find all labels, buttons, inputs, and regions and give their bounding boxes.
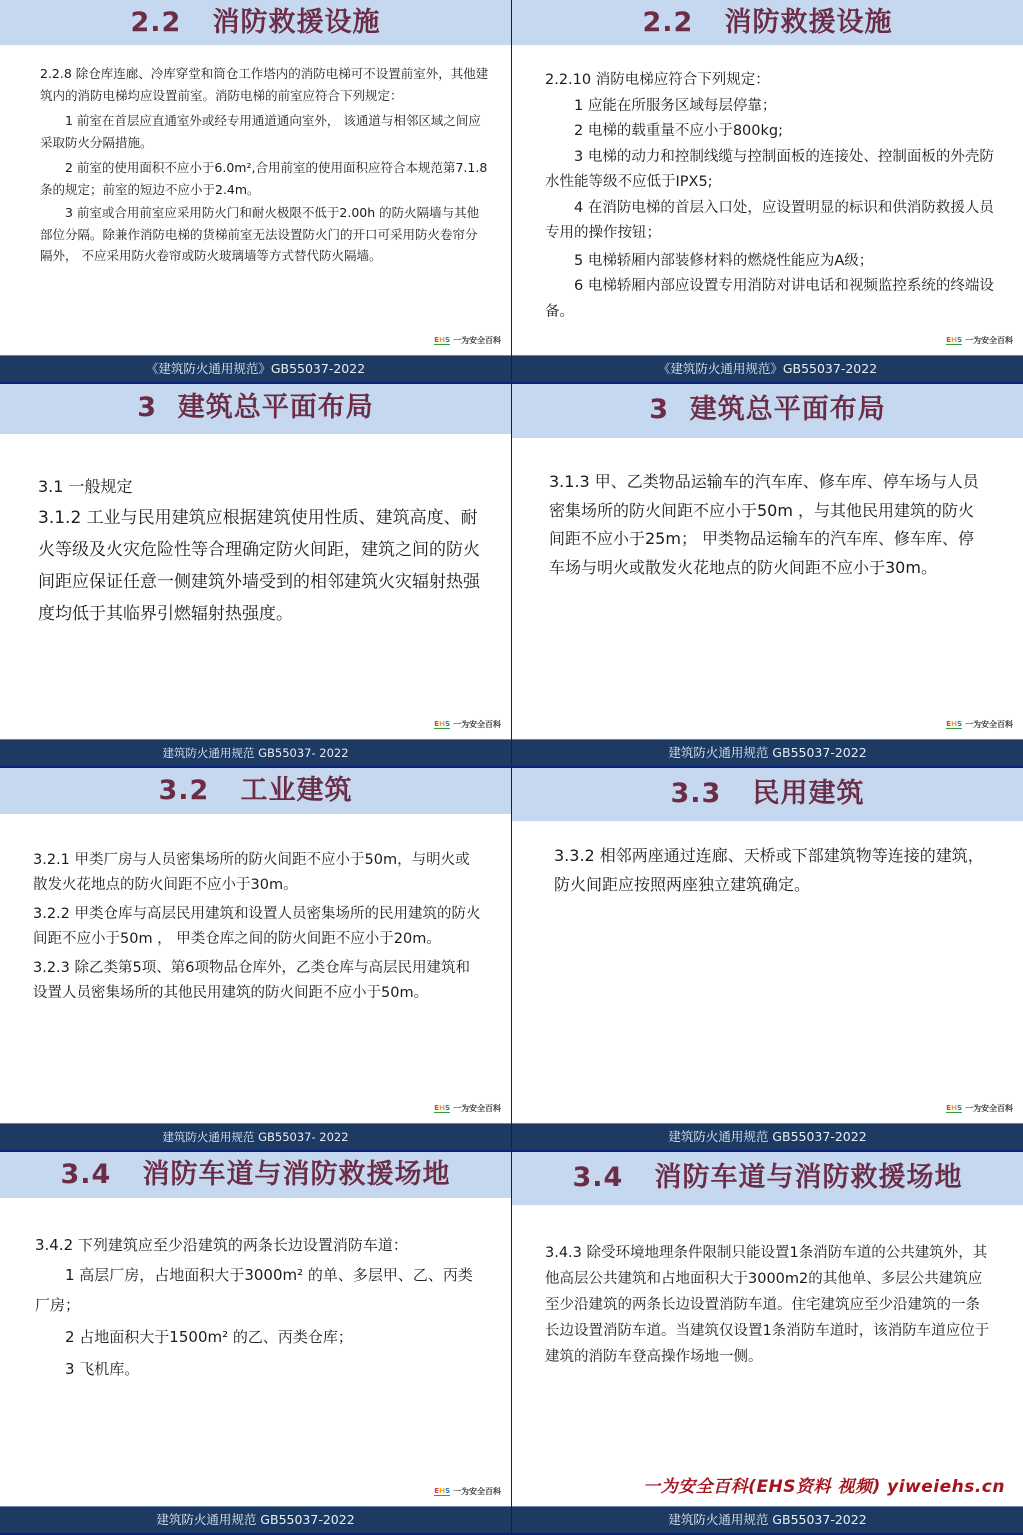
ehs-watermark [434,335,501,346]
footer-bar: 建筑防火通用规范 GB55037-2022 [512,1123,1023,1152]
clause-3-2-3: 3.2.3 除乙类第5项、第6项物品仓库外，乙类仓库与高层民用建筑和设置人员密集场所的其他民用建筑的防火间距不应小于50m。 [33,960,470,1001]
slide-body [35,1230,483,1384]
section-3-1-heading: 3.1 一般规定 [38,477,133,496]
slide-title: 3.4 消防车道与消防救援场地 [0,1152,511,1198]
ehs-logo-icon: E H S [434,336,450,344]
clause-3-3-2: 3.3.2 相邻两座通过连廊、天桥或下部建筑物等连接的建筑，防火间距应按照两座独立建筑确定。 [554,846,984,894]
site-banner: 一为安全百科(EHS资料 视频) yiweiehs.cn [643,1477,1005,1497]
slide-3-4-2 [0,1152,511,1535]
slide-2-2-8 [0,0,511,384]
clause-3-1-3: 3.1.3 甲、乙类物品运输车的汽车库、修车库、停车场与人员密集场所的防火间距不应小于50m ，与其他民用建筑的防火间距不应小于25m； 甲类物品运输车的汽车库、修车库、停车场与明火或散发火花地点的防火间距不应小于30m。 [549,472,979,577]
clause-item-4: 4 在消防电梯的首层入口处，应设置明显的标识和供消防救援人员专用的操作按钮； [545,199,994,241]
ehs-watermark [434,1486,501,1497]
footer-bar: 《建筑防火通用规范》GB55037-2022 [0,355,511,384]
ehs-logo-icon: E H S [434,1487,450,1495]
clause-3-4-3: 3.4.3 除受环境地理条件限制只能设置1条消防车道的公共建筑外，其他高层公共建筑和占地面积大于3000m2的其他单、多层公共建筑应至少沿建筑的两条长边设置消防车道。住宅建筑应至少沿建筑的一条长边设置消防车道。当建筑仅设置1条消防车道时，该消防车道应位于建筑的消防车登高操作场地一侧。 [545,1245,990,1365]
clause-3-4-2: 3.4.2 下列建筑应至少沿建筑的两条长边设置消防车道： [35,1236,408,1254]
watermark-text: 一为安全百科 [453,336,501,345]
slide-title: 3.4 消防车道与消防救援场地 [512,1152,1023,1205]
slide-title: 3 建筑总平面布局 [512,384,1023,438]
watermark-text: 一为安全百科 [965,720,1013,729]
slide-body [38,473,481,630]
watermark-text: 一为安全百科 [453,1487,501,1496]
clause-item-2: 2 电梯的载重量不应小于800kg; [574,123,783,139]
clause-item-3: 3 电梯的动力和控制线缆与控制面板的连接处、控制面板的外壳防水性能等级不应低于IPX5; [545,148,994,190]
clause-2-2-8: 2.2.8 除仓库连廊、冷库穿堂和筒仓工作塔内的消防电梯可不设置前室外，其他建筑内的消防电梯均应设置前室。消防电梯的前室应符合下列规定： [40,66,489,103]
clause-3-1-2: 3.1.2 工业与民用建筑应根据建筑使用性质、建筑高度、耐火等级及火灾危险性等合理确定防火间距，建筑之间的防火间距应保证任意一侧建筑外墙受到的相邻建筑火灾辐射热强度均低于其临界引燃辐射热强度。 [38,507,480,624]
footer-bar: 建筑防火通用规范 GB55037-2022 [512,1506,1023,1535]
ehs-watermark [434,1103,501,1114]
footer-bar: 建筑防火通用规范 GB55037- 2022 [0,1123,511,1152]
slide-3-3 [512,768,1023,1152]
slide-3-1-2 [0,384,511,768]
footer-bar: 建筑防火通用规范 GB55037-2022 [0,1506,511,1535]
clause-item-6: 6 电梯轿厢内部应设置专用消防对讲电话和视频监控系统的终端设备。 [545,278,994,320]
watermark-text: 一为安全百科 [453,720,501,729]
ehs-logo-icon: E H S [946,720,962,728]
clause-3-2-2: 3.2.2 甲类仓库与高层民用建筑和设置人员密集场所的民用建筑的防火间距不应小于50m ， 甲类仓库之间的防火间距不应小于20m。 [33,906,481,947]
watermark-text: 一为安全百科 [965,336,1013,345]
ehs-watermark [946,335,1013,346]
ehs-logo-icon: E H S [434,720,450,728]
clause-item-5: 5 电梯轿厢内部装修材料的燃烧性能应为A级； [574,252,874,269]
footer-bar: 建筑防火通用规范 GB55037-2022 [512,739,1023,768]
watermark-text: 一为安全百科 [965,1104,1013,1113]
slide-title: 2.2 消防救援设施 [0,0,511,45]
slide-title: 3.3 民用建筑 [512,768,1023,821]
slide-title: 3 建筑总平面布局 [0,384,511,434]
clause-item-1: 1 应能在所服务区域每层停靠； [574,97,777,114]
slide-body [549,468,983,582]
clause-2-2-10: 2.2.10 消防电梯应符合下列规定： [545,72,770,88]
slide-3-2 [0,768,511,1152]
ehs-logo-icon: E H S [946,336,962,344]
clause-3-2-1: 3.2.1 甲类厂房与人员密集场所的防火间距不应小于50m，与明火或散发火花地点的防火间距不应小于30m。 [33,852,470,893]
watermark-text: 一为安全百科 [453,1104,501,1113]
slide-body [554,841,993,899]
slide-title: 3.2 工业建筑 [0,768,511,814]
ehs-watermark [946,1103,1013,1114]
clause-item-1: 1 前室在首层应直通室外或经专用通道通向室外， 该通道与相邻区域之间应采取防火分隔措施。 [40,113,481,150]
slide-title: 2.2 消防救援设施 [512,0,1023,45]
slide-body [545,68,1001,325]
slide-3-4-3 [512,1152,1023,1535]
footer-bar: 建筑防火通用规范 GB55037- 2022 [0,739,511,768]
slide-3-1-3 [512,384,1023,768]
clause-item-3: 3 飞机库。 [65,1360,140,1378]
ehs-logo-icon: E H S [946,1104,962,1112]
slide-body [40,63,489,267]
clause-item-2: 2 占地面积大于1500m² 的乙、丙类仓库； [65,1328,353,1346]
slide-body [545,1240,993,1370]
ehs-watermark [946,719,1013,730]
ehs-watermark [434,719,501,730]
clause-item-3: 3 前室或合用前室应采用防火门和耐火极限不低于2.00h 的防火隔墙与其他部位分隔。除兼作消防电梯的货梯前室无法设置防火门的开口可采用防火卷帘分隔外， 不应采用防火卷帘或防火玻璃墙等方式替代防火隔墙。 [40,205,480,263]
clause-item-2: 2 前室的使用面积不应小于6.0m²,合用前室的使用面积应符合本规范第7.1.8条的规定；前室的短边不应小于2.4m。 [40,160,488,197]
clause-item-1: 1 高层厂房，占地面积大于3000m² 的单、多层甲、乙、丙类厂房； [35,1266,473,1314]
ehs-logo-icon: E H S [434,1104,450,1112]
slide-2-2-10 [512,0,1023,384]
slide-body [33,848,483,1005]
footer-bar: 《建筑防火通用规范》GB55037-2022 [512,355,1023,384]
